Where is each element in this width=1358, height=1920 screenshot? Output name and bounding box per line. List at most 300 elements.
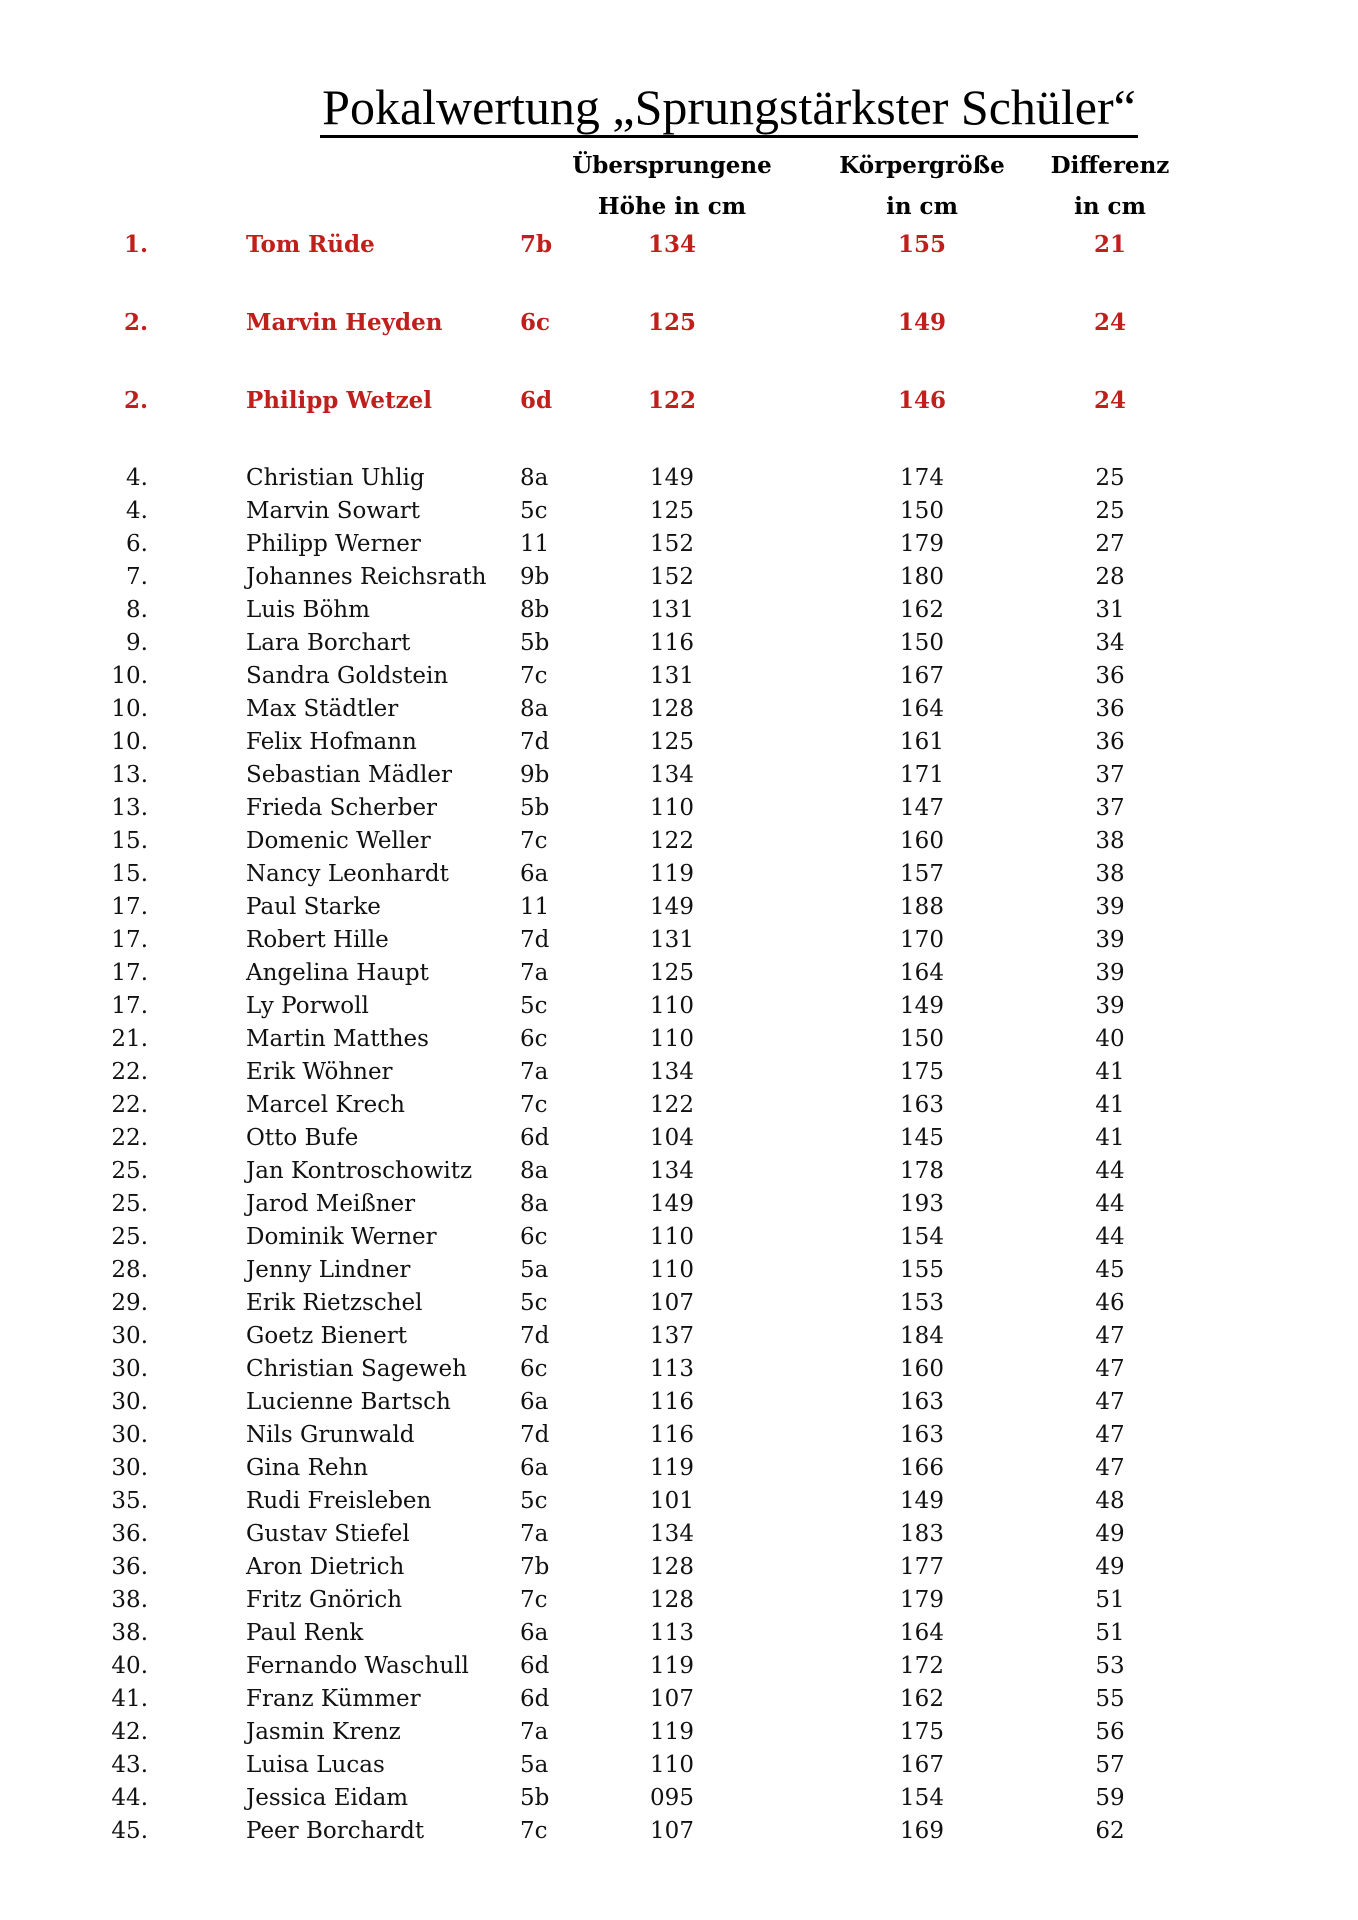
cell-height: 113: [650, 1356, 694, 1382]
cell-size: 179: [900, 1587, 944, 1613]
table-row: [0, 462, 1358, 495]
cell-rank: 13.: [111, 762, 148, 788]
cell-diff: 44: [1095, 1191, 1125, 1217]
cell-height: 149: [650, 1191, 694, 1217]
cell-diff: 41: [1095, 1092, 1125, 1118]
cell-name: Luisa Lucas: [246, 1752, 385, 1778]
cell-name: Jan Kontroschowitz: [246, 1158, 473, 1184]
cell-height: 107: [650, 1686, 694, 1712]
table-row: [0, 1716, 1358, 1749]
cell-rank: 15.: [111, 861, 148, 887]
cell-size: 150: [900, 498, 944, 524]
cell-name: Lucienne Bartsch: [246, 1389, 451, 1415]
cell-diff: 34: [1095, 630, 1125, 656]
cell-size: 149: [897, 309, 946, 336]
cell-rank: 38.: [111, 1620, 148, 1646]
cell-rank: 35.: [111, 1488, 148, 1514]
cell-class: 11: [520, 894, 550, 920]
cell-diff: 25: [1095, 465, 1125, 491]
cell-class: 7a: [520, 1521, 549, 1547]
cell-name: Nils Grunwald: [246, 1422, 415, 1448]
table-row: [0, 1089, 1358, 1122]
cell-name: Dominik Werner: [246, 1224, 437, 1250]
cell-size: 188: [900, 894, 944, 920]
cell-size: 174: [900, 465, 944, 491]
cell-name: Max Städtler: [246, 696, 399, 722]
cell-name: Gina Rehn: [246, 1455, 369, 1481]
table-row: [0, 1485, 1358, 1518]
cell-rank: 2.: [123, 309, 148, 336]
podium-row: [0, 384, 1358, 462]
cell-diff: 39: [1095, 927, 1125, 953]
cell-diff: 44: [1095, 1224, 1125, 1250]
cell-class: 7d: [520, 1422, 550, 1448]
cell-size: 162: [900, 1686, 944, 1712]
cell-size: 146: [897, 387, 946, 414]
cell-name: Fernando Waschull: [246, 1653, 469, 1679]
cell-class: 6a: [520, 1389, 549, 1415]
cell-height: 116: [650, 1389, 694, 1415]
cell-rank: 7.: [126, 564, 148, 590]
cell-name: Rudi Freisleben: [246, 1488, 432, 1514]
cell-class: 7c: [520, 1587, 548, 1613]
cell-size: 163: [900, 1422, 944, 1448]
cell-rank: 42.: [111, 1719, 148, 1745]
cell-size: 160: [900, 828, 944, 854]
cell-name: Aron Dietrich: [246, 1554, 405, 1580]
cell-name: Jarod Meißner: [246, 1191, 416, 1217]
cell-diff: 38: [1095, 861, 1125, 887]
cell-name: Philipp Werner: [246, 531, 421, 557]
cell-rank: 17.: [111, 894, 148, 920]
cell-class: 6a: [520, 861, 549, 887]
cell-size: 164: [900, 696, 944, 722]
cell-rank: 38.: [111, 1587, 148, 1613]
cell-size: 177: [900, 1554, 944, 1580]
cell-name: Marvin Sowart: [246, 498, 420, 524]
cell-class: 5b: [520, 1785, 550, 1811]
cell-diff: 51: [1095, 1620, 1125, 1646]
table-row: [0, 594, 1358, 627]
cell-size: 175: [900, 1719, 944, 1745]
cell-diff: 53: [1095, 1653, 1125, 1679]
table-row: [0, 1353, 1358, 1386]
cell-class: 7d: [520, 1323, 550, 1349]
cell-rank: 6.: [126, 531, 148, 557]
cell-height: 131: [650, 597, 694, 623]
table-row: [0, 1650, 1358, 1683]
cell-rank: 30.: [111, 1389, 148, 1415]
cell-diff: 36: [1095, 729, 1125, 755]
cell-height: 122: [650, 1092, 694, 1118]
table-row: [0, 924, 1358, 957]
table-row: [0, 1518, 1358, 1551]
cell-size: 193: [900, 1191, 944, 1217]
cell-class: 6d: [520, 1125, 550, 1151]
cell-diff: 37: [1095, 762, 1125, 788]
cell-height: 122: [647, 387, 696, 414]
cell-class: 6c: [520, 1026, 548, 1052]
cell-rank: 25.: [111, 1224, 148, 1250]
cell-size: 166: [900, 1455, 944, 1481]
cell-size: 149: [900, 1488, 944, 1514]
table-row: [0, 990, 1358, 1023]
cell-diff: 47: [1095, 1356, 1125, 1382]
cell-class: 8a: [520, 696, 549, 722]
cell-diff: 38: [1095, 828, 1125, 854]
cell-name: Felix Hofmann: [246, 729, 417, 755]
cell-rank: 22.: [111, 1092, 148, 1118]
cell-name: Erik Rietzschel: [246, 1290, 423, 1316]
cell-name: Peer Borchardt: [246, 1818, 425, 1844]
table-row: [0, 858, 1358, 891]
cell-rank: 10.: [111, 729, 148, 755]
cell-height: 107: [650, 1290, 694, 1316]
cell-size: 154: [900, 1785, 944, 1811]
cell-diff: 49: [1095, 1521, 1125, 1547]
cell-class: 8a: [520, 465, 549, 491]
cell-name: Frieda Scherber: [246, 795, 438, 821]
cell-class: 7d: [520, 729, 550, 755]
cell-size: 164: [900, 1620, 944, 1646]
cell-name: Nancy Leonhardt: [246, 861, 449, 887]
cell-class: 7b: [520, 1554, 550, 1580]
cell-height: 128: [650, 696, 694, 722]
cell-name: Jasmin Krenz: [246, 1719, 401, 1745]
cell-height: 125: [647, 309, 696, 336]
table-row: [0, 957, 1358, 990]
header-diff-line1: Differenz: [1050, 152, 1170, 179]
cell-rank: 25.: [111, 1158, 148, 1184]
header-size-line2: in cm: [886, 193, 958, 220]
cell-size: 150: [900, 1026, 944, 1052]
cell-height: 131: [650, 927, 694, 953]
cell-name: Domenic Weller: [246, 828, 431, 854]
table-row: [0, 759, 1358, 792]
table-row: [0, 1254, 1358, 1287]
table-row: [0, 825, 1358, 858]
table-row: [0, 1782, 1358, 1815]
cell-class: 7c: [520, 1092, 548, 1118]
cell-class: 5c: [520, 1290, 548, 1316]
cell-height: 152: [650, 564, 694, 590]
cell-rank: 4.: [126, 498, 148, 524]
cell-height: 119: [650, 1455, 694, 1481]
cell-rank: 30.: [111, 1356, 148, 1382]
cell-name: Jenny Lindner: [246, 1257, 411, 1283]
cell-size: 147: [900, 795, 944, 821]
cell-name: Christian Uhlig: [246, 465, 425, 491]
cell-size: 171: [900, 762, 944, 788]
table-row: [0, 495, 1358, 528]
cell-class: 8a: [520, 1158, 549, 1184]
cell-class: 11: [520, 531, 550, 557]
cell-diff: 27: [1095, 531, 1125, 557]
cell-height: 128: [650, 1587, 694, 1613]
table-row: [0, 528, 1358, 561]
cell-name: Ly Porwoll: [246, 993, 369, 1019]
table-row: [0, 561, 1358, 594]
cell-height: 122: [650, 828, 694, 854]
cell-diff: 47: [1095, 1389, 1125, 1415]
cell-height: 107: [650, 1818, 694, 1844]
cell-class: 6c: [520, 309, 551, 336]
cell-class: 7c: [520, 1818, 548, 1844]
cell-rank: 17.: [111, 993, 148, 1019]
cell-rank: 41.: [111, 1686, 148, 1712]
cell-rank: 2.: [123, 387, 148, 414]
cell-rank: 15.: [111, 828, 148, 854]
cell-size: 184: [900, 1323, 944, 1349]
cell-class: 5b: [520, 795, 550, 821]
cell-class: 6c: [520, 1224, 548, 1250]
cell-height: 110: [650, 1752, 694, 1778]
cell-name: Fritz Gnörich: [246, 1587, 403, 1613]
cell-name: Tom Rüde: [246, 231, 375, 258]
cell-height: 110: [650, 1224, 694, 1250]
cell-size: 149: [900, 993, 944, 1019]
cell-size: 169: [900, 1818, 944, 1844]
cell-name: Jessica Eidam: [246, 1785, 409, 1811]
cell-rank: 29.: [111, 1290, 148, 1316]
table-row: [0, 627, 1358, 660]
cell-height: 149: [650, 894, 694, 920]
cell-class: 5a: [520, 1752, 549, 1778]
cell-name: Luis Böhm: [246, 597, 370, 623]
cell-class: 5c: [520, 498, 548, 524]
cell-diff: 39: [1095, 960, 1125, 986]
table-row: [0, 1023, 1358, 1056]
cell-height: 152: [650, 531, 694, 557]
cell-height: 110: [650, 1026, 694, 1052]
cell-class: 7c: [520, 663, 548, 689]
cell-name: Philipp Wetzel: [246, 387, 433, 414]
cell-class: 5c: [520, 1488, 548, 1514]
results-table: [0, 228, 1358, 1848]
cell-class: 6d: [520, 387, 553, 414]
cell-rank: 28.: [111, 1257, 148, 1283]
cell-diff: 47: [1095, 1422, 1125, 1448]
cell-diff: 56: [1095, 1719, 1125, 1745]
cell-size: 167: [900, 1752, 944, 1778]
cell-size: 167: [900, 663, 944, 689]
cell-diff: 59: [1095, 1785, 1125, 1811]
table-row: [0, 1617, 1358, 1650]
cell-height: 137: [650, 1323, 694, 1349]
cell-diff: 28: [1095, 564, 1125, 590]
cell-diff: 48: [1095, 1488, 1125, 1514]
cell-diff: 62: [1095, 1818, 1125, 1844]
table-row: [0, 1683, 1358, 1716]
cell-name: Goetz Bienert: [246, 1323, 408, 1349]
cell-height: 125: [650, 729, 694, 755]
cell-class: 7d: [520, 927, 550, 953]
podium-row: [0, 228, 1358, 306]
cell-class: 8a: [520, 1191, 549, 1217]
cell-height: 131: [650, 663, 694, 689]
cell-diff: 24: [1093, 309, 1126, 336]
cell-height: 110: [650, 1257, 694, 1283]
cell-diff: 37: [1095, 795, 1125, 821]
cell-class: 7a: [520, 960, 549, 986]
table-row: [0, 1056, 1358, 1089]
cell-diff: 39: [1095, 894, 1125, 920]
podium-row: [0, 306, 1358, 384]
cell-height: 134: [650, 1059, 694, 1085]
cell-rank: 22.: [111, 1125, 148, 1151]
cell-class: 9b: [520, 564, 550, 590]
cell-diff: 31: [1095, 597, 1125, 623]
table-row: [0, 1815, 1358, 1848]
cell-diff: 41: [1095, 1125, 1125, 1151]
table-row: [0, 726, 1358, 759]
cell-class: 6a: [520, 1620, 549, 1646]
cell-size: 172: [900, 1653, 944, 1679]
cell-name: Franz Kümmer: [246, 1686, 421, 1712]
cell-rank: 10.: [111, 663, 148, 689]
cell-size: 170: [900, 927, 944, 953]
cell-size: 162: [900, 597, 944, 623]
cell-rank: 21.: [111, 1026, 148, 1052]
table-row: [0, 1551, 1358, 1584]
cell-diff: 40: [1095, 1026, 1125, 1052]
cell-height: 128: [650, 1554, 694, 1580]
cell-class: 7a: [520, 1059, 549, 1085]
cell-class: 5a: [520, 1257, 549, 1283]
header-size: [822, 145, 1022, 227]
cell-diff: 21: [1093, 231, 1126, 258]
cell-height: 110: [650, 993, 694, 1019]
table-row: [0, 1287, 1358, 1320]
cell-height: 134: [650, 1521, 694, 1547]
cell-rank: 44.: [111, 1785, 148, 1811]
header-diff-line2: in cm: [1074, 193, 1146, 220]
cell-rank: 1.: [123, 231, 148, 258]
cell-rank: 45.: [111, 1818, 148, 1844]
cell-height: 125: [650, 960, 694, 986]
cell-class: 7b: [520, 231, 553, 258]
cell-name: Robert Hille: [246, 927, 389, 953]
cell-diff: 57: [1095, 1752, 1125, 1778]
cell-size: 154: [900, 1224, 944, 1250]
cell-size: 175: [900, 1059, 944, 1085]
cell-size: 179: [900, 531, 944, 557]
cell-size: 164: [900, 960, 944, 986]
table-row: [0, 1419, 1358, 1452]
cell-height: 110: [650, 795, 694, 821]
cell-class: 6a: [520, 1455, 549, 1481]
cell-class: 5c: [520, 993, 548, 1019]
cell-name: Otto Bufe: [246, 1125, 359, 1151]
cell-size: 178: [900, 1158, 944, 1184]
cell-diff: 47: [1095, 1323, 1125, 1349]
cell-size: 157: [900, 861, 944, 887]
cell-rank: 13.: [111, 795, 148, 821]
cell-height: 134: [647, 231, 696, 258]
cell-diff: 36: [1095, 663, 1125, 689]
cell-diff: 45: [1095, 1257, 1125, 1283]
cell-size: 180: [900, 564, 944, 590]
cell-rank: 9.: [126, 630, 148, 656]
cell-rank: 10.: [111, 696, 148, 722]
cell-size: 161: [900, 729, 944, 755]
cell-rank: 30.: [111, 1323, 148, 1349]
table-row: [0, 1122, 1358, 1155]
cell-rank: 30.: [111, 1422, 148, 1448]
cell-diff: 39: [1095, 993, 1125, 1019]
cell-name: Christian Sageweh: [246, 1356, 467, 1382]
table-row: [0, 1386, 1358, 1419]
cell-rank: 43.: [111, 1752, 148, 1778]
cell-rank: 4.: [126, 465, 148, 491]
cell-rank: 36.: [111, 1521, 148, 1547]
cell-height: 134: [650, 1158, 694, 1184]
cell-class: 6d: [520, 1653, 550, 1679]
cell-height: 095: [650, 1785, 694, 1811]
cell-diff: 44: [1095, 1158, 1125, 1184]
cell-name: Paul Starke: [246, 894, 381, 920]
table-row: [0, 1749, 1358, 1782]
cell-size: 145: [900, 1125, 944, 1151]
cell-height: 119: [650, 1719, 694, 1745]
cell-rank: 40.: [111, 1653, 148, 1679]
cell-name: Sandra Goldstein: [246, 663, 449, 689]
cell-name: Sebastian Mädler: [246, 762, 452, 788]
cell-diff: 25: [1095, 498, 1125, 524]
cell-height: 113: [650, 1620, 694, 1646]
cell-size: 150: [900, 630, 944, 656]
cell-size: 163: [900, 1092, 944, 1118]
header-height: [572, 145, 772, 227]
cell-diff: 55: [1095, 1686, 1125, 1712]
cell-rank: 17.: [111, 927, 148, 953]
cell-rank: 22.: [111, 1059, 148, 1085]
cell-class: 6c: [520, 1356, 548, 1382]
table-row: [0, 693, 1358, 726]
cell-diff: 36: [1095, 696, 1125, 722]
page-title: [0, 78, 1358, 136]
cell-diff: 47: [1095, 1455, 1125, 1481]
cell-class: 7a: [520, 1719, 549, 1745]
cell-diff: 49: [1095, 1554, 1125, 1580]
cell-rank: 8.: [126, 597, 148, 623]
cell-class: 6d: [520, 1686, 550, 1712]
cell-size: 163: [900, 1389, 944, 1415]
cell-name: Angelina Haupt: [246, 960, 429, 986]
table-row: [0, 1188, 1358, 1221]
cell-diff: 46: [1095, 1290, 1125, 1316]
cell-height: 149: [650, 465, 694, 491]
cell-name: Lara Borchart: [246, 630, 411, 656]
table-row: [0, 891, 1358, 924]
cell-diff: 41: [1095, 1059, 1125, 1085]
cell-size: 155: [900, 1257, 944, 1283]
cell-class: 7c: [520, 828, 548, 854]
table-row: [0, 1221, 1358, 1254]
cell-name: Johannes Reichsrath: [246, 564, 487, 590]
cell-height: 101: [650, 1488, 694, 1514]
table-row: [0, 1155, 1358, 1188]
cell-size: 160: [900, 1356, 944, 1382]
table-row: [0, 660, 1358, 693]
cell-size: 183: [900, 1521, 944, 1547]
cell-height: 134: [650, 762, 694, 788]
table-row: [0, 1320, 1358, 1353]
cell-height: 119: [650, 861, 694, 887]
table-row: [0, 1452, 1358, 1485]
header-height-line1: Übersprungene: [572, 152, 772, 179]
cell-diff: 24: [1093, 387, 1126, 414]
